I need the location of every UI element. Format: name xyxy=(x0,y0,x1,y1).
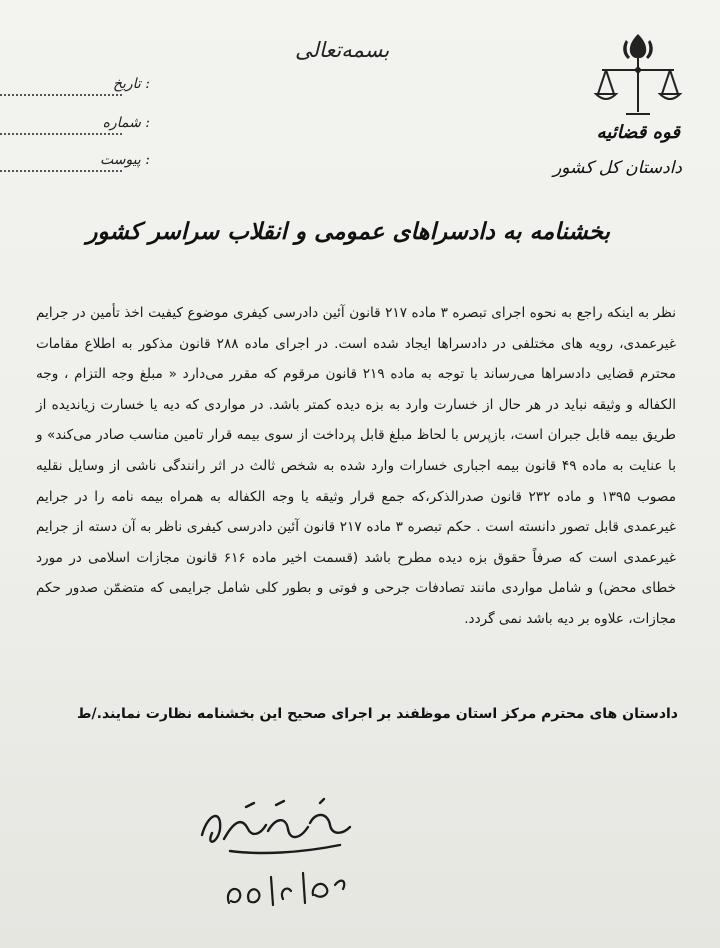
header-title: بسمه‌تعالی xyxy=(295,38,390,62)
circular-title: بخشنامه به دادسراهای عمومی و انقلاب سراسر کشور xyxy=(86,218,610,245)
number-field xyxy=(0,115,160,141)
organization-subtitle: دادستان کل کشور xyxy=(553,158,682,178)
iran-emblem-and-scales-of-justice-icon xyxy=(592,32,684,122)
circular-body: نظر به اینکه راجع به نحوه اجرای تبصره ۳ ماده ۲۱۷ قانون آئین دادرسی کیفری موضوع کیفیت اخذ تأمین در جرایم غیرعمدی، رویه های مختلفی در دادسراها ایجاد شده است. در اجرای ماده ۲۸۸ قانون مذکور به اطلاع مقامات محترم قضایی دادسراها می‌رساند با توجه به ماده ۲۱۹ قانون مرقوم که مقرر می‌دارد « مبلغ وجه التزام ، وجه الکفاله و وثیقه نباید در هر حال از خسارت وارد به بزه دیده کمتر باشد. در مواردی که دیه یا خسارت زیاندیده از طریق بیمه قابل جبران است، بازپرس با لحاظ مبلغ قابل پرداخت از سوی بیمه قرار تامین مناسب صادر می‌کند» و با عنایت به ماده ۴۹ قانون بیمه اجباری خسارات وارد شده به شخص ثالث در اثر رانندگی ناشی از وسایل نقلیه مصوب ۱۳۹۵ و ماده ۲۳۲ قانون صدرالذکر،که جمع قرار وثیقه یا وجه الکفاله به همراه بیمه نامه را در جرایم غیرعمدی قابل تصور دانسته است . حکم تبصره ۳ ماده ۲۱۷ قانون آئین دادرسی کیفری ناظر به آن دسته از جرایم غیرعمدی است که صرفاً حقوق بزه دیده مطرح باشد (قسمت اخیر ماده ۶۱۶ قانون مجازات اسلامی در مورد خطای محض) و شامل مواردی مانند تصادفات جرحی و فوتی و بطور کلی شامل جرایمی که متضمّن صدور حکم مجازات، علاوه بر دیه باشد نمی گردد. xyxy=(36,305,677,627)
attachment-label: پیوست : xyxy=(99,152,150,168)
number-label: شماره : xyxy=(102,115,150,131)
organization-name: قوه قضائیه xyxy=(596,122,680,143)
attachment-field-line xyxy=(0,170,122,172)
handwritten-date xyxy=(215,855,355,915)
date-label: تاریخ : xyxy=(112,76,150,92)
attachment-field xyxy=(0,152,160,178)
date-field-line xyxy=(0,94,122,96)
circular-closing: دادستان های محترم مرکز استان موظفند بر اجرای صحیح این بخشنامه نظارت نمایند./ط xyxy=(76,706,678,722)
number-field-line xyxy=(0,133,122,135)
date-field xyxy=(0,76,160,102)
